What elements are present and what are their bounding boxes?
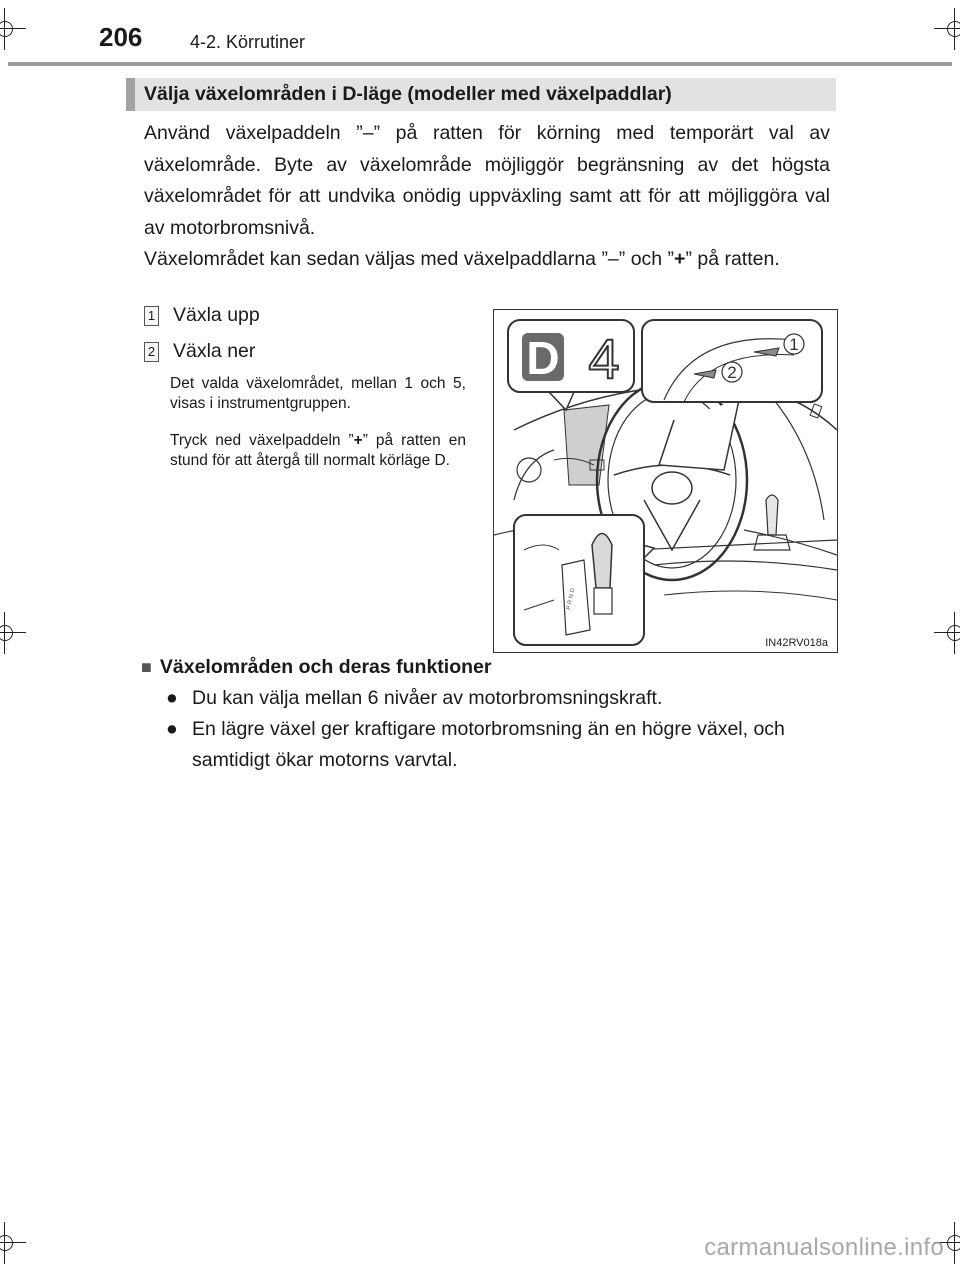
callout-number-2: 2 bbox=[727, 363, 737, 382]
intro-paragraph-1: Använd växelpaddeln ”–” på ratten för körning med temporärt val av växelområde. Byte av växelområde möjliggör begränsning av det högsta växelområdet för att undvika onödig uppväxling samt att för att möjliggöra val av motorbromsnivå. bbox=[144, 122, 830, 239]
square-bullet-icon: ■ bbox=[141, 657, 152, 677]
display-gear-letter: D bbox=[526, 332, 560, 384]
crop-mark-mid-left bbox=[0, 622, 16, 644]
crop-mark-top-left bbox=[0, 18, 16, 40]
section-title: 4-2. Körrutiner bbox=[190, 32, 306, 52]
heading-bar bbox=[126, 78, 836, 111]
page-number: 206 bbox=[99, 22, 143, 52]
crop-mark-bottom-right bbox=[944, 1232, 960, 1254]
crop-mark-mid-right bbox=[944, 622, 960, 644]
step-1 bbox=[144, 304, 260, 327]
display-gear-digit: 4 bbox=[588, 327, 620, 390]
step-2 bbox=[144, 340, 255, 363]
intro-paragraph-2: Växelområdet kan sedan väljas med växelpaddlarna ”–” och ”+” på ratten. bbox=[144, 248, 780, 270]
subsection-heading bbox=[141, 656, 491, 679]
callout-number-1: 1 bbox=[789, 335, 799, 354]
figure-code: IN42RV018a bbox=[765, 637, 828, 649]
illustration-drawing bbox=[494, 310, 837, 652]
note-1: Det valda växelområdet, mellan 1 och 5, visas i instrumentgruppen. bbox=[170, 375, 466, 412]
heading-marker bbox=[126, 78, 135, 111]
watermark-link[interactable]: carmanualsonline.info bbox=[704, 1234, 944, 1261]
bullet-1 bbox=[166, 683, 836, 714]
illustration-paddle-shift bbox=[493, 309, 838, 653]
header-rule bbox=[8, 62, 952, 66]
shift-gate-marks: P R N D bbox=[566, 587, 577, 611]
crop-mark-top-right bbox=[944, 18, 960, 40]
bullet-1-text: Du kan välja mellan 6 nivåer av motorbromsningskraft. bbox=[192, 687, 663, 709]
step-number-1: 1 bbox=[144, 306, 159, 326]
round-bullet-icon: ● bbox=[166, 718, 178, 740]
intro-text bbox=[144, 118, 830, 276]
subsection-title: Växelområden och deras funktioner bbox=[159, 656, 492, 678]
step-label-2: Växla ner bbox=[173, 340, 256, 362]
crop-mark-bottom-left bbox=[0, 1232, 16, 1254]
note-2: Tryck ned växelpaddeln ”+” på ratten en stund för att återgå till normalt körläge D. bbox=[170, 432, 466, 469]
step-label-1: Växla upp bbox=[173, 304, 260, 326]
round-bullet-icon: ● bbox=[166, 687, 178, 709]
bullet-2-text: En lägre växel ger kraftigare motorbromsning än en högre växel, och samtidigt ökar motorns varvtal. bbox=[192, 718, 785, 771]
step-number-2: 2 bbox=[144, 342, 159, 362]
bullet-2 bbox=[166, 714, 836, 776]
heading-title: Välja växelområden i D-läge (modeller med växelpaddlar) bbox=[144, 83, 672, 105]
